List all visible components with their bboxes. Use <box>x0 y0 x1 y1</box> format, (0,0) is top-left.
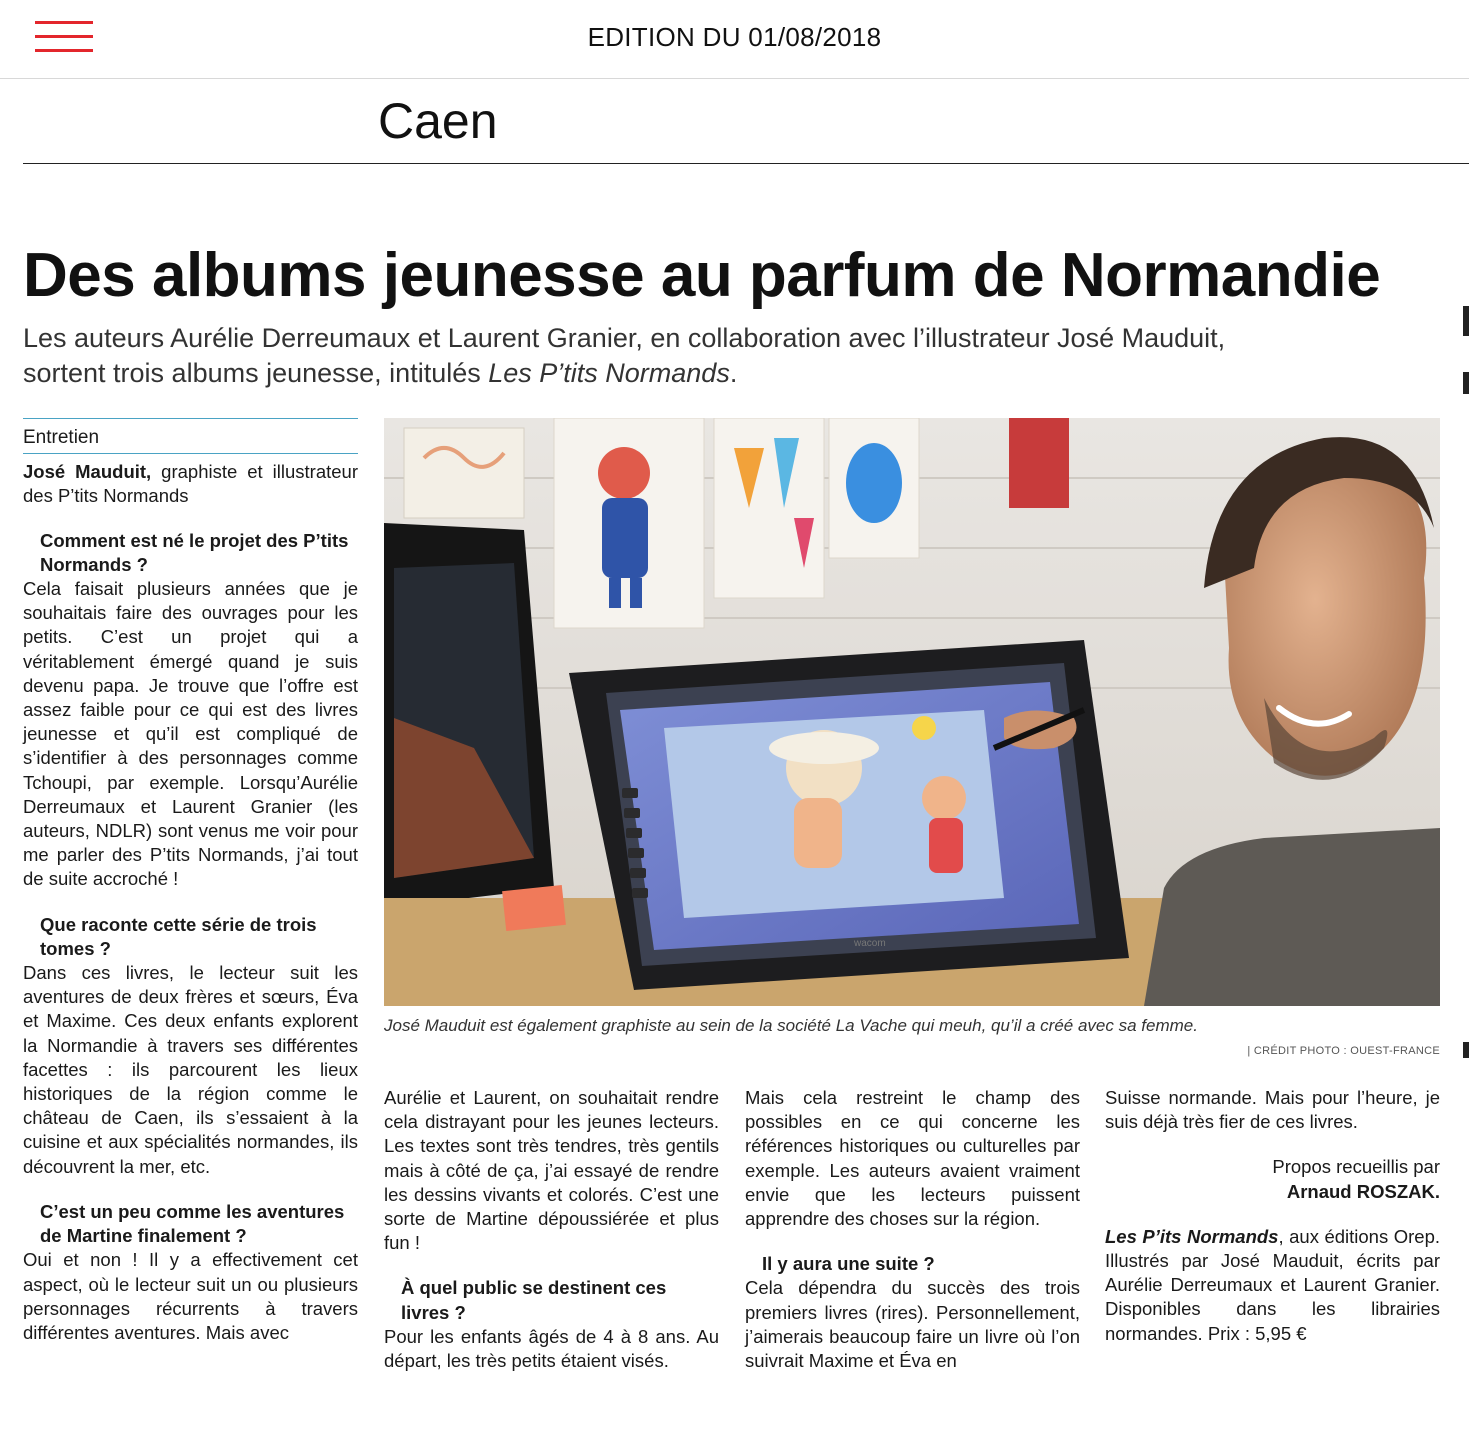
column-4 <box>1105 1086 1440 1346</box>
book-info <box>1105 1225 1440 1346</box>
lead-end: . <box>729 358 738 388</box>
article-headline: Des albums jeunesse au parfum de Normandie <box>23 241 1381 310</box>
question-1: Comment est né le projet des P’tits Normands ? <box>40 529 349 575</box>
signature-line-1: Propos recueillis par <box>1272 1156 1440 1178</box>
question-4: À quel public se destinent ces livres ? <box>401 1277 667 1323</box>
answer-1: Cela faisait plusieurs années que je souhaitais faire des ouvrages pour les petits. C’est un projet qui a véritablement émergé quand je suis devenu papa. Je trouve que l’offre est assez faible pour ce qui est des livres jeunesse et qu’il est compliqué de s’identifier à des personnages comme Tchoupi, par exemple. Lorsqu’Aurélie Derreumaux et Laurent Granier (les auteurs, NDLR) sont venus me voir pour me parler des P’tits Normands, j’ai tout de suite accroché ! <box>23 578 358 890</box>
answer-5-part-2: Suisse normande. Mais pour l’heure, je suis déjà très fier de ces livres. <box>1105 1087 1440 1133</box>
book-title: Les P’its Normands <box>1105 1225 1279 1247</box>
edge-fragment <box>1463 306 1469 336</box>
lead-text: Les auteurs Aurélie Derreumaux et Laurent Granier, en collaboration avec l’illustrateur José Mauduit, sortent trois albums jeunesse, intitulés <box>23 323 1226 388</box>
section-divider <box>23 163 1469 164</box>
intro-line <box>23 460 358 508</box>
intro-name: José Mauduit, <box>23 461 152 483</box>
answer-4: Pour les enfants âgés de 4 à 8 ans. Au départ, les très petits étaient visés. <box>384 1325 719 1372</box>
rubric-label: Entretien <box>23 418 358 454</box>
top-bar <box>0 0 1469 79</box>
answer-3-part-1: Oui et non ! Il y a effectivement cet aspect, où le lecteur suit un ou plusieurs personnages récurrents à travers différentes aventures. Mais avec <box>23 1249 358 1343</box>
question-3: C’est un peu comme les aventures de Martine finalement ? <box>40 1200 345 1247</box>
article-photo <box>384 418 1440 1006</box>
signature-line-2: Arnaud ROSZAK. <box>1286 1180 1440 1202</box>
tablet-brand: wacom <box>854 938 886 949</box>
column-1 <box>23 418 358 1345</box>
article-lead <box>23 321 1253 391</box>
section-title: Caen <box>378 93 498 149</box>
edge-fragment <box>1463 1042 1469 1058</box>
column-3 <box>745 1086 1080 1373</box>
photo-credit: | CRÉDIT PHOTO : OUEST-FRANCE <box>1247 1045 1440 1057</box>
edge-fragment <box>1463 372 1469 394</box>
intro-role: graphiste et illustrateur des P’tits Normands <box>23 461 358 507</box>
column-2 <box>384 1086 719 1373</box>
question-2: Que raconte cette série de trois tomes ? <box>40 913 317 959</box>
answer-5: Cela dépendra du succès des trois premiers livres (rires). Personnellement, j’aimerais beaucoup faire un livre où l’on suivrait Maxime et Éva en <box>745 1277 1080 1372</box>
edition-date: EDITION DU 01/08/2018 <box>587 22 882 52</box>
answer-4-part-2: Mais cela restreint le champ des possibles en ce qui concerne les références historiques ou culturelles par exemple. Les auteurs avaient vraiment envie que les lecteurs puissent apprendre des choses sur la région. <box>745 1087 1080 1230</box>
lead-book-title: Les P’tits Normands <box>488 358 730 388</box>
book-details: , aux éditions Orep. Illustrés par José Mauduit, écrits par Aurélie Derreumaux et Laurent Granier. Disponibles dans les librairies normandes. Prix : 5,95 € <box>1105 1225 1441 1344</box>
answer-3-part-2: Aurélie et Laurent, on souhaitait rendre cela distrayant pour les jeunes lecteurs. Les textes sont très tendres, très gentils mais à côté de ça, j’ai essayé de rendre les dessins vivants et colorés. C’est une sorte de Martine dépoussiérée et plus fun ! <box>384 1087 719 1254</box>
answer-2: Dans ces livres, le lecteur suit les aventures de deux frères et sœurs, Éva et Maxime. Ces deux enfants explorent la Normandie à travers ses différentes facettes : ils parcourent les lieux historiques de la région comme le château de Caen, ils s’essaient à la cuisine et aux spécialités normandes, ils découvrent la mer, etc. <box>23 962 358 1177</box>
question-5: Il y aura une suite ? <box>762 1253 935 1275</box>
photo-caption: José Mauduit est également graphiste au sein de la société La Vache qui meuh, qu’il a créé avec sa femme. <box>384 1016 1198 1035</box>
